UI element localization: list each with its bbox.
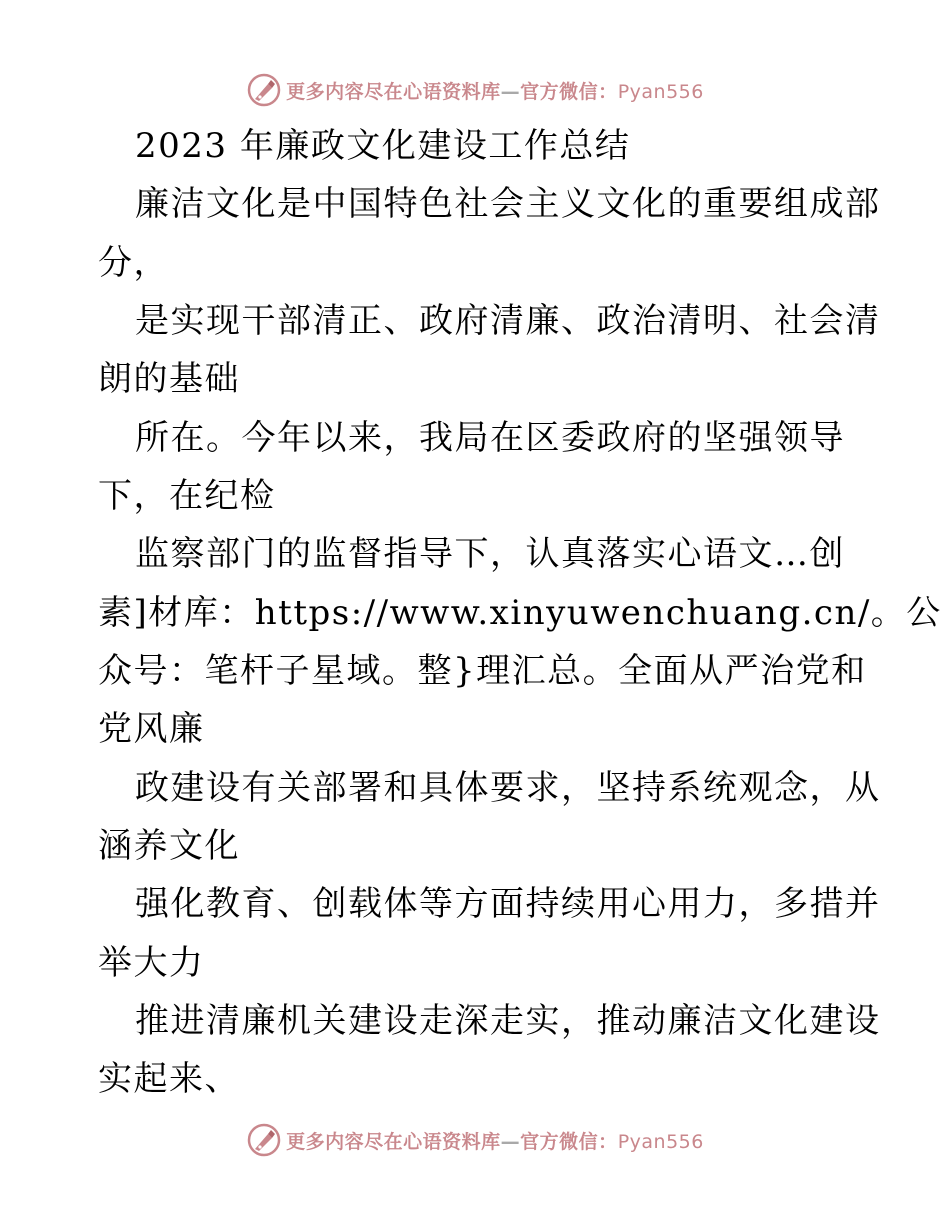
header-banner-text — [286, 77, 704, 104]
footer-banner-official: 官方微信： — [520, 1130, 618, 1153]
header-banner-official: 官方微信： — [520, 80, 618, 103]
paragraph-line: 党风廉 — [98, 709, 205, 749]
paragraph-line: 是实现干部清正、政府清廉、政治清明、社会清 — [135, 301, 881, 341]
footer-banner — [0, 1120, 950, 1160]
paragraph-line: 政建设有关部署和具体要求，坚持系统观念，从 — [135, 768, 881, 808]
paragraph-line: 强化教育、创载体等方面持续用心用力，多措并 — [135, 884, 881, 924]
footer-banner-id: Pyan556 — [617, 1130, 704, 1153]
pen-nib-logo-icon — [246, 72, 282, 108]
footer-banner-main: 更多内容尽在心语资料库 — [286, 1130, 501, 1153]
paragraph-line: 举大力 — [98, 943, 205, 983]
header-banner-main: 更多内容尽在心语资料库 — [286, 80, 501, 103]
document-title: 2023 年廉政文化建设工作总结 — [135, 126, 631, 166]
paragraph-line: 涵养文化 — [98, 826, 240, 866]
pen-nib-logo-icon — [246, 1122, 282, 1158]
footer-banner-text — [286, 1127, 704, 1154]
header-banner — [0, 70, 950, 110]
paragraph-line: 监察部门的监督指导下，认真落实心语文…创 — [135, 534, 845, 574]
paragraph-line: 分， — [98, 243, 169, 283]
paragraph-line: 下，在纪检 — [98, 476, 276, 516]
paragraph-line: 朗的基础 — [98, 359, 240, 399]
paragraph-line: 廉洁文化是中国特色社会主义文化的重要组成部 — [135, 184, 881, 224]
header-banner-id: Pyan556 — [617, 80, 704, 103]
paragraph-line-url: 素]材库：https://www.xinyuwenchuang.cn/。公 — [98, 593, 942, 633]
header-banner-dash: — — [500, 80, 521, 103]
paragraph-line: 推进清廉机关建设走深走实，推动廉洁文化建设 — [135, 1001, 881, 1041]
paragraph-line: 众号：笔杆子星域。整}理汇总。全面从严治党和 — [98, 651, 867, 691]
paragraph-line: 实起来、 — [98, 1059, 240, 1099]
footer-banner-dash: — — [500, 1130, 521, 1153]
paragraph-line: 所在。今年以来，我局在区委政府的坚强领导 — [135, 418, 845, 458]
